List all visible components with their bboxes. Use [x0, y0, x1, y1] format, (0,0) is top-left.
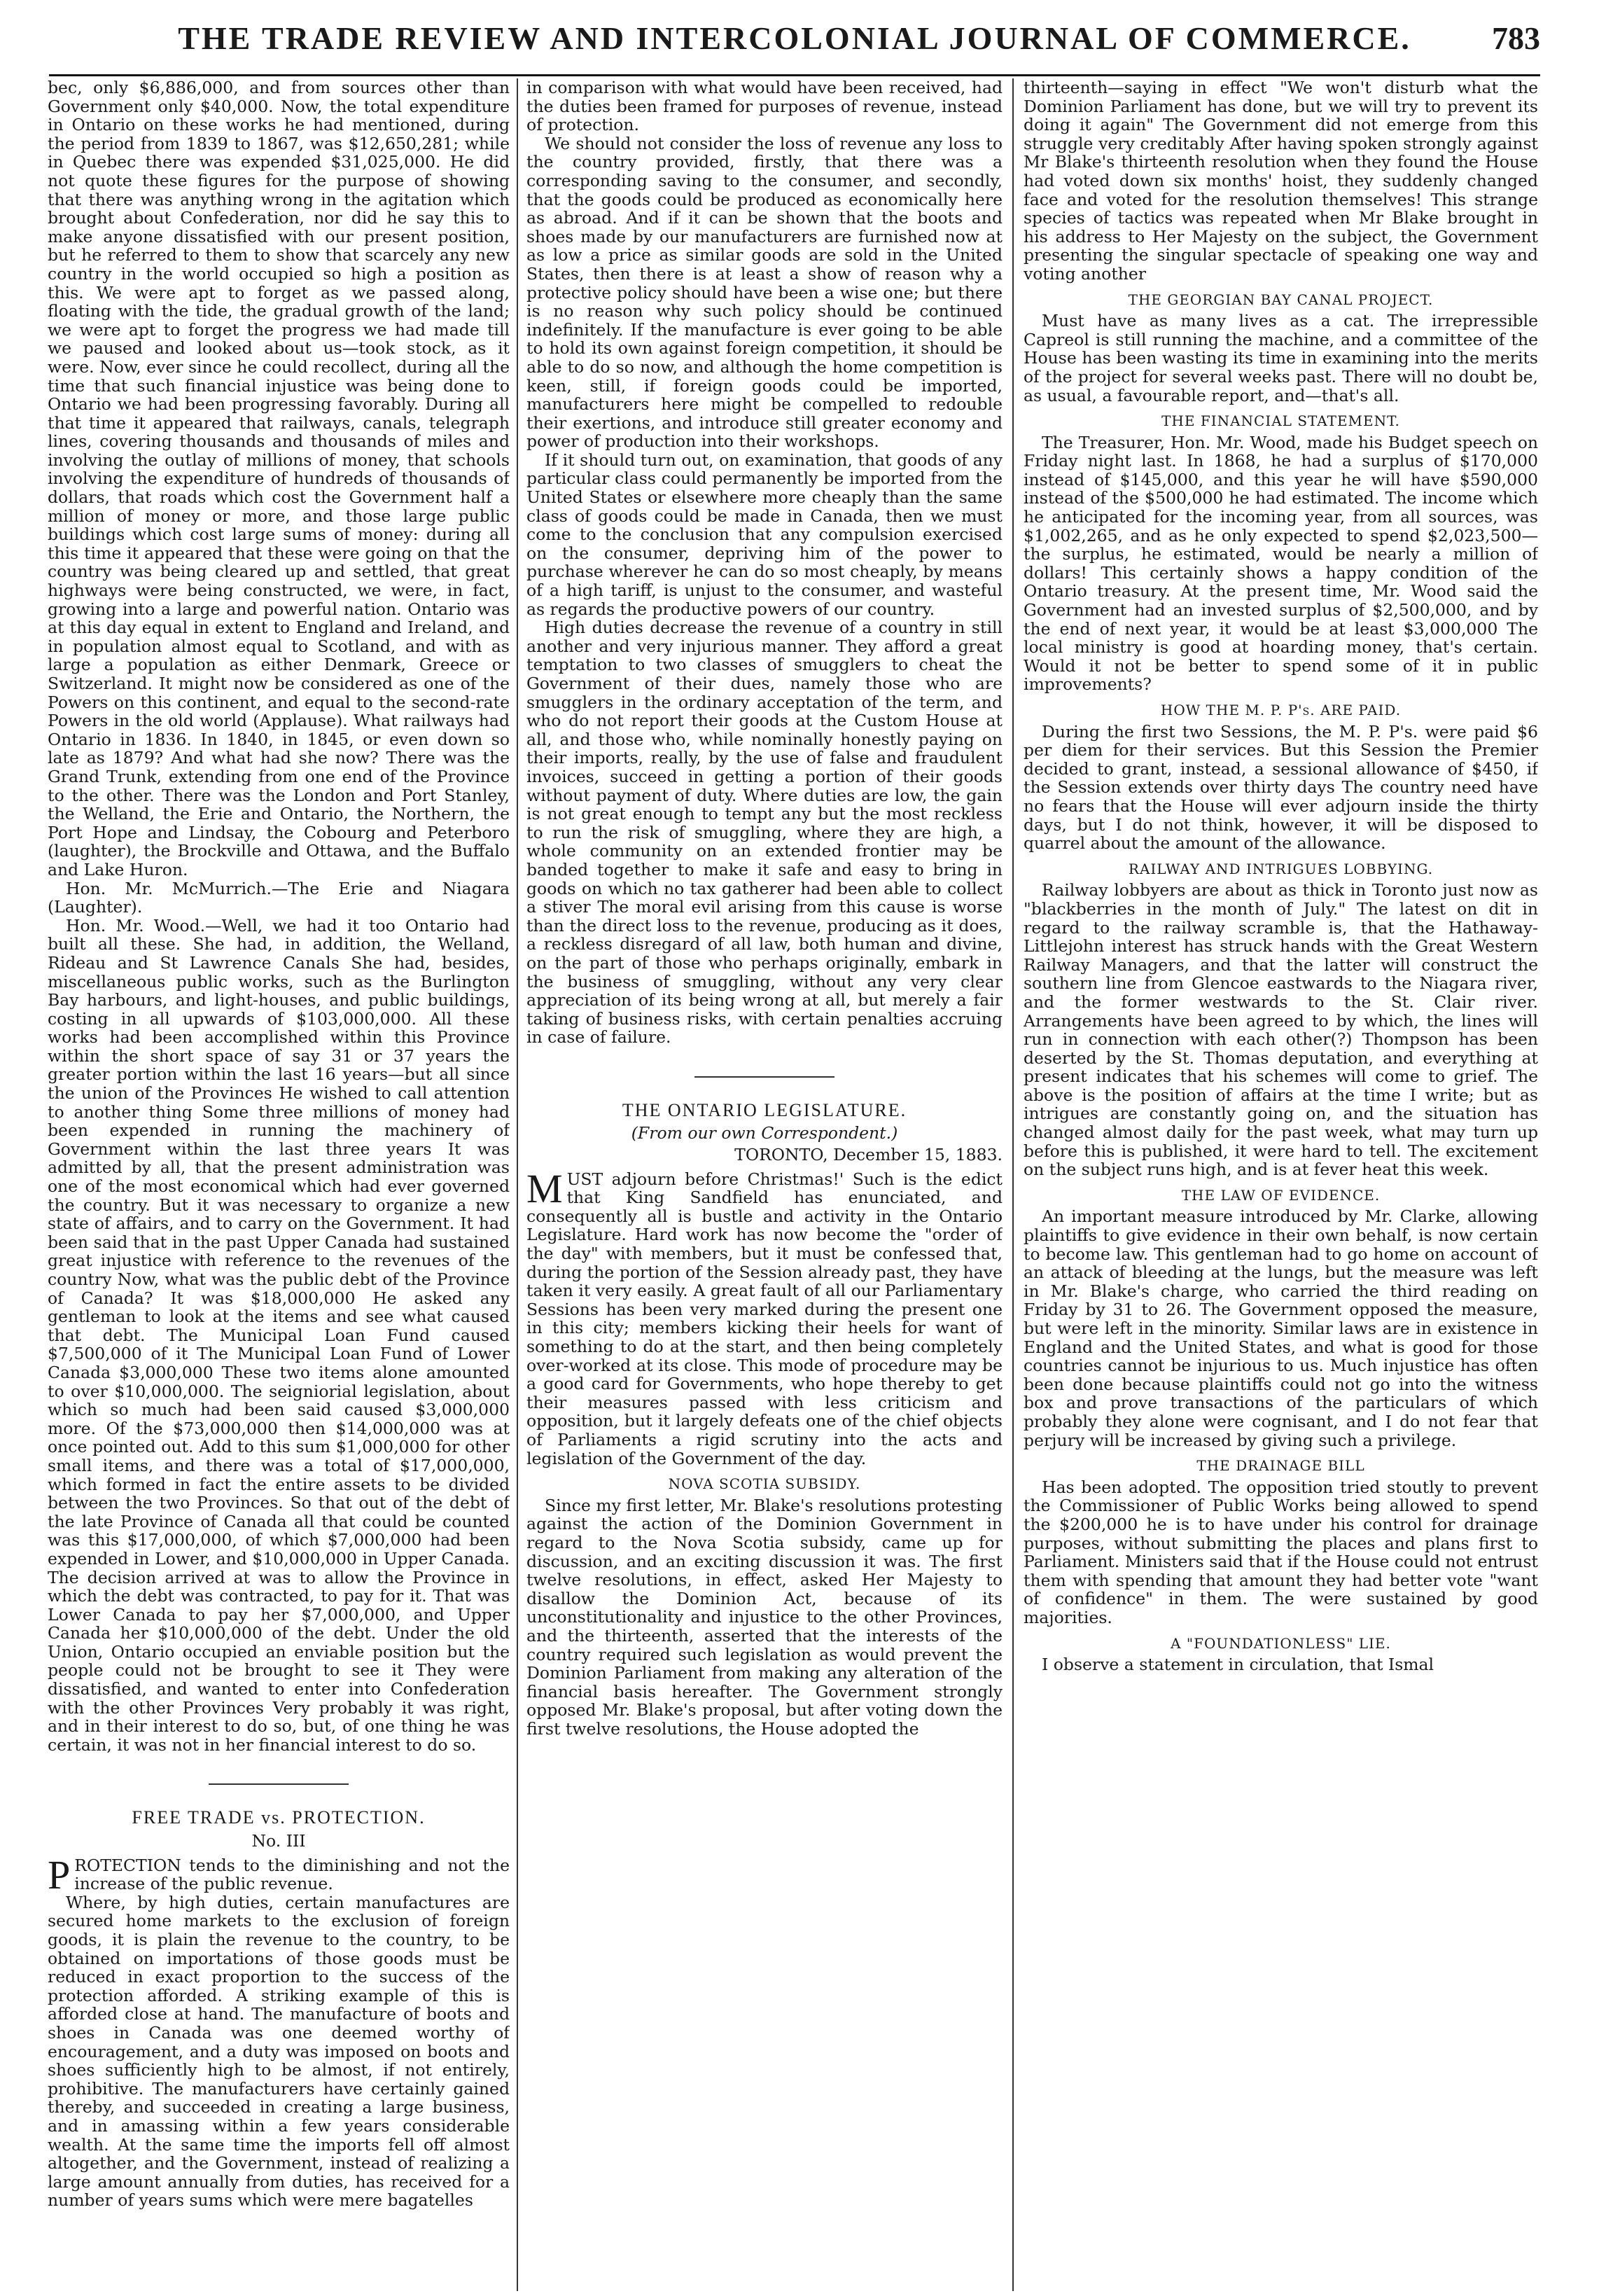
divider — [694, 1076, 835, 1078]
paragraph: Has been adopted. The opposition tried stoutly to prevent the Commissioner of Public Works being allowed to spend the $200,000 he is to have under his control for drainage purposes, without submitting the places and plans first to Parliament. Ministers said that if the House could not entrust them with spending that amount they had better vote "want of confidence" in them. The were sustained by good majorities. — [1024, 1477, 1538, 1627]
paragraph: We should not consider the loss of revenue any loss to the country provided, firstly, that there was a corresponding saving to the consumer, and secondly, that the goods could be produced as economically here as abroad. And if it can be shown that the boots and shoes made by our manufacturers are furnished now at as low a price as similar goods are sold in the United States, then there is at least a show of reason why a protective policy should have been a wise one; but there is no reason why such policy should be continued indefinitely. If the manufacture is ever going to be able to hold its own against foreign competition, it should be able to do so now, and although the home competition is keen, still, if foreign goods could be imported, manufacturers here might be compelled to redouble their exertions, and introduce still greater economy and power of production into their workshops. — [526, 133, 1003, 452]
paragraph: If it should turn out, on examination, that goods of any particular class could permanently be imported from the United States or elsewhere more cheaply than the same class of goods could be made in Canada, then we must come to the conclusion that any compulsion exercised on the consumer, depriving him of the power to purchase wherever he can do so most cheaply, by means of a high tariff, is unjust to the consumer, and wasteful as regards the productive powers of our country. — [526, 450, 1003, 619]
paragraph: bec, only $6,886,000, and from sources other than Government only $40,000. Now, the total expenditure in Ontario on these works he had mentioned, during the period from 1839 to 1867, was $12,650,281; while in Quebec there was expended $31,025,000. He did not quote these figures for the purpose of showing that there was anything wrong in the agitation which brought about Confederation, nor did he say this to make anyone dissatisfied with our present position, but he referred to them to show that scarcely any new country in the world occupied so high a position as this. We were apt to forget as we passed along, floating with the tide, the gradual growth of the land; we were apt to forget the progress we had made till we paused and looked about us—took stock, as it were. Now, ever since he could recollect, during all the time that such financial injustice was being done to Ontario we had been progressing favorably. During all that time it appeared that railways, canals, telegraph lines, covering thousands and thousands of miles and involving the outlay of millions of money, that schools involving the expenditure of hundreds of thousands of dollars, that roads which cost the Government half a million of money or more, and those large public buildings which cost large sums of money: during all this time it appeared that these were going on that the country was being cleared up and settled, that great highways were being constructed, we were, in fact, growing into a large and powerful nation. Ontario was at this day equal in extent to England and Ireland, and in population almost equal to Scotland, and with as large a population as either Denmark, Greece or Switzerland. It might now be considered as one of the Powers on this continent, and equal to the second-rate Powers in the old world (Applause). What railways had Ontario in 1836. In 1840, in 1845, or even down so late as 1879? And what had she now? There was the Grand Trunk, extending from one end of the Province to the other. There was the London and Port Stanley, the Welland, the Erie and Ontario, the Northern, the Port Hope and Lindsay, the Cobourg and Peterboro (laughter), the Brockville and Ottawa, and the Buffalo and Lake Huron. — [48, 78, 510, 879]
drop-cap: P — [48, 1851, 71, 1898]
column-3 — [1024, 78, 1538, 2291]
paragraph: Where, by high duties, certain manufactures are secured home markets to the exclusion of foreign goods, it is plain the revenue to the country, to be obtained on importations of those goods must be reduced in exact proportion to the success of the protection afforded. A striking example of this is afforded close at hand. The manufacture of boots and shoes in Canada was one deemed worthy of encouragement, and a duty was imposed on boots and shoes sufficiently high to be almost, if not entirely, prohibitive. The manufacturers have certainly gained thereby, and succeeded in creating a large business, and in amassing within a few years considerable wealth. At the same time the imports fell off almost altogether, and the Government, instead of realizing a large amount annually from duties, has received for a number of years sums which were mere bagatelles — [48, 1892, 510, 2211]
paragraph: High duties decrease the revenue of a country in still another and very injurious manner. They afford a great temptation to two classes of smugglers to cheat the Government of their dues, namely those who are smugglers in the ordinary acceptation of the term, and who do not report their goods at the Custom House at all, and those who, while nominally honestly paying on their imports, really, by the use of false and fraudulent invoices, succeed in getting a portion of their goods without payment of duty. Where duties are low, the gain is not great enough to tempt any but the most reckless to run the risk of smuggling, where they are high, a whole community on an extended frontier may be banded together to make it safe and easy to bring in goods on which no tax gatherer had been able to collect a stiver The moral evil arising from this cause is worse than the direct loss to the revenue, producing as it does, a reckless disregard of all law, both human and divine, on the part of those who perhaps originally, embark in the business of smuggling, without any very clear appreciation of its being wrong at all, but merely a fair taking of business risks, with certain penalties accruing in case of failure. — [526, 618, 1003, 1048]
section-heading: THE LAW OF EVIDENCE. — [1181, 1186, 1381, 1204]
section-heading: A "FOUNDATIONLESS" LIE. — [1171, 1634, 1391, 1652]
paragraph: Since my first letter, Mr. Blake's resolutions protesting against the action of the Dominion Government in regard to the Nova Scotia subsidy, came up for discussion, and an exciting discussion it was. The first twelve resolutions, in effect, asked Her Majesty to disallow the Dominion Act, because of its unconstitutionality and injustice to the other Provinces, and the thirteenth, asserted that the interests of the country required such legislation as would prevent the Dominion Parliament from making any alteration of the financial basis hereafter. The Government strongly opposed Mr. Blake's proposal, but after voting down the first twelve resolutions, the House adopted the — [526, 1495, 1003, 1739]
section-heading: THE FINANCIAL STATEMENT. — [1161, 412, 1400, 430]
page-number: 783 — [1492, 20, 1540, 56]
paragraph: Must have as many lives as a cat. The irrepressible Capreol is still running the machine, and a committee of the House has been wasting its time in examining into the merits of the project for several weeks past. There will no doubt be, as usual, a favourable report, and—that's all. — [1024, 311, 1538, 405]
column-1 — [48, 78, 510, 2291]
paragraph-text: UST adjourn before Christmas!' Such is the edict that King Sandfield has enunciated, and consequently all is bustle and activity in the Ontario Legislature. Hard work has now become the "order of the day" with members, but it must be confessed that, during the portion of the Session already past, they have taken it very easily. A great fault of all our Parliamentary Sessions has been very marked during the present one in this city; members kicking their heels for want of something to do at the start, and then being completely over-worked at its close. This mode of procedure may be a good card for Governments, who hope thereby to get their measures passed with less criticism and opposition, but it largely defeats one of the chief objects of Parliaments a rigid scrutiny into the acts and legislation of the Government of the day. — [526, 1169, 1003, 1468]
section-heading: RAILWAY AND INTRIGUES LOBBYING. — [1128, 860, 1434, 877]
paragraph-text: ROTECTION tends to the diminishing and not the increase of the public revenue. — [74, 1855, 510, 1894]
paragraph: Railway lobbyers are about as thick in Toronto just now as "blackberries in the month of July." The latest on dit in regard to the railway scramble is, that the Hathaway-Littlejohn interest has struck hands with the Great Western Railway Managers, and that the latter will construct the southern line from Glencoe eastwards to the Niagara river, and the former westwards to the St. Clair river. Arrangements have been agreed to by which, the lines will run in connection with each other(?) Thompson has been deserted by the St. Thomas deputation, and everything at present indicates that his schemes will come to grief. The above is the position of affairs at the time I write; but as intrigues are constantly going on, and the situation has changed almost daily for the past week, what may turn up before this is published, it were hard to tell. The excitement on the subject runs high, and is at fever heat this week. — [1024, 880, 1538, 1180]
paragraph: I observe a statement in circulation, that Ismal — [1042, 1655, 1434, 1675]
article-heading-free-trade: FREE TRADE vs. PROTECTION. — [132, 1807, 426, 1828]
paragraph: in comparison with what would have been received, had the duties been framed for purposes of revenue, instead of protection. — [526, 78, 1003, 135]
paragraph: An important measure introduced by Mr. Clarke, allowing plaintiffs to give evidence in their own behalf, is now certain to become law. This gentleman had to go home on account of an attack of bleeding at the lungs, but the measure was left in Mr. Blake's charge, who carried the third reading on Friday by 31 to 26. The Government opposed the measure, but were left in the minority. Similar laws are in existence in England and the United States, and what is good for those countries cannot be injurious to us. Much injustice has often been done because plaintiffs could not go into the witness box and prove transactions of the particulars of which probably they alone were cognisant, and I do not fear that perjury will be increased by giving such a privilege. — [1024, 1206, 1538, 1450]
column-rule-2 — [1012, 78, 1014, 2291]
section-heading: THE GEORGIAN BAY CANAL PROJECT. — [1128, 291, 1434, 308]
article-number: No. III — [251, 1831, 306, 1851]
column-2 — [526, 78, 1003, 2291]
paragraph: thirteenth—saying in effect "We won't disturb what the Dominion Parliament has done, but we will try to prevent its doing it again" The Government did not emerge from this struggle very creditably After having spoken strongly against Mr Blake's thirteenth resolution when they found the House had voted down six months' hoist, they suddenly changed face and voted for the resolution themselves! This strange species of tactics was repeated when Mr Blake brought in his address to Her Majesty on the subject, the Government presenting the singular spectacle of speaking one way and voting another — [1024, 78, 1538, 284]
divider — [209, 1783, 349, 1785]
paragraph: During the first two Sessions, the M. P. P's. were paid $6 per diem for their services. But this Session the Premier decided to grant, instead, a sessional allowance of $450, if the Session extends over thirty days The country need have no fears that the House will ever adjourn inside the thirty days, but I do not think, however, it will be disposed to quarrel about the amount of the allowance. — [1024, 721, 1538, 854]
paragraph: Hon. Mr. McMurrich.—The Erie and Niagara (Laughter). — [48, 878, 510, 917]
section-heading: THE DRAINAGE BILL — [1196, 1457, 1365, 1475]
column-rule-1 — [517, 78, 518, 2291]
journal-title: THE TRADE REVIEW AND INTERCOLONIAL JOURNAL OF COMMERCE. — [178, 20, 1411, 56]
article-heading-ontario-legislature: THE ONTARIO LEGISLATURE. — [622, 1099, 907, 1120]
paragraph-dropcap — [526, 1165, 1003, 1468]
drop-cap: M — [526, 1165, 563, 1211]
section-heading: NOVA SCOTIA SUBSIDY. — [668, 1475, 861, 1493]
dateline: TORONTO, December 15, 1883. — [734, 1145, 1003, 1165]
section-heading: HOW THE M. P. P's. ARE PAID. — [1160, 702, 1402, 718]
correspondent-line: (From our own Correspondent.) — [631, 1123, 898, 1143]
paragraph: The Treasurer, Hon. Mr. Wood, made his Budget speech on Friday night last. In 1868, he had a surplus of $170,000 instead of $145,000, and this year he will have $590,000 instead of the $500,000 he had estimated. The income which he anticipated for the incoming year, from all sources, was $1,002,265, and as he only expected to spend $2,023,500—the surplus, he estimated, would be nearly a million of dollars! This certainly shows a happy condition of the Ontario treasury. At the present time, Mr. Wood said the Government had an invested surplus of $2,500,000, and by the end of next year, it would be at least $3,000,000 The local ministry is good at hoarding money, that's certain. Would it not be better to spend some of it in public improvements? — [1024, 432, 1538, 695]
paragraph-dropcap — [48, 1851, 510, 1898]
paragraph: Hon. Mr. Wood.—Well, we had it too Ontario had built all these. She had, in addition, the Welland, Rideau and St Lawrence Canals She had, besides, miscellaneous public works, such as the Burlington Bay harbours, and light-houses, and public buildings, costing in all upwards of $103,000,000. All these works had been accomplished within this Province within the short space of say 31 or 37 years the greater portion within the last 16 years—but all since the union of the Provinces He wished to call attention to another thing Some three millions of money had been expended in running the machinery of Government within the last three years It was admitted by all, that the present administration was one of the most economical which had ever governed the country. But it was necessary to organize a new state of affairs, and to carry on the Government. It had been said that in the past Upper Canada had sustained great injustice with reference to the revenues of the country Now, what was the public debt of the Province of Canada? It was $18,000,000 He asked any gentleman to look at the items and see what caused that debt. The Municipal Loan Fund caused $7,500,000 of it The Municipal Loan Fund of Lower Canada $3,000,000 These two items alone amounted to over $10,000,000. The seigniorial legislation, about which so much had been said caused $3,000,000 more. Of the $73,000,000 then $14,000,000 was at once pointed out. Add to this sum $1,000,000 for other small items, and there was a total of $17,000,000, which formed in fact the entire assets to be divided between the two Provinces. So that out of the debt of the late Province of Canada all that could be counted was this $17,000,000, of which $7,000,000 had been expended in Lower, and $10,000,000 in Upper Canada. The decision arrived at was to allow the Province in which the debt was contracted, to pay for it. That was Lower Canada to pay her $7,000,000, and Upper Canada her $10,000,000 of the debt. Under the old Union, Ontario occupied an enviable position but the people could not be brought to see it They were dissatisfied, and wanted to enter into Confederation with the other Provinces Very probably it was right, and in their interest to do so, but, of one thing he was certain, it was not in her financial interest to do so. — [48, 915, 510, 1755]
page-header — [49, 7, 1540, 76]
